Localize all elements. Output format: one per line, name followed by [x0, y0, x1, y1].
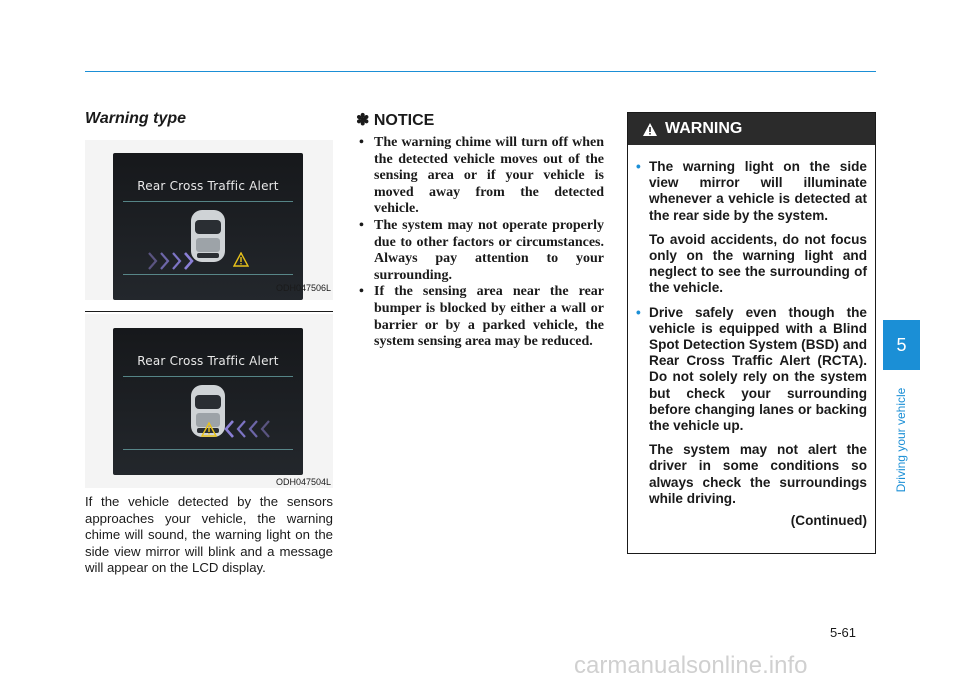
- chapter-title: Driving your vehicle: [894, 387, 908, 493]
- figure-code: ODH047506L: [275, 283, 331, 293]
- section-title: Warning type: [85, 110, 187, 127]
- lcd-screen-left: [113, 153, 303, 300]
- bullet-dot-icon: •: [636, 159, 641, 174]
- figure-left: [85, 140, 333, 300]
- warning-header: [628, 113, 875, 145]
- screen-rule: [123, 201, 293, 202]
- notice-item: • The warning chime will turn off when the detected vehicle moves out of the sensing area or if your vehicle is moved away from the detected vehicle.: [359, 135, 604, 217]
- screen-title: Rear Cross Traffic Alert: [137, 354, 279, 368]
- figure-code: ODH047504L: [275, 477, 331, 487]
- warning-item: • The warning light on the side view mirror will illuminate whenever a vehicle is detected at the rear side by the system. To avoid accidents, do not focus only on the warning light and neglect to see the surrounding of the vehicle.: [636, 159, 867, 296]
- page-number: 5-61: [830, 625, 857, 640]
- warning-triangle-icon: [642, 122, 658, 137]
- notice-list: [356, 135, 604, 351]
- chapter-tab: 5: [883, 320, 920, 370]
- continued-note: (Continued): [790, 513, 867, 529]
- screen-rule: [123, 449, 293, 450]
- warning-triangle-icon: [233, 252, 249, 267]
- screen-rule: [123, 274, 293, 275]
- figure-right: [85, 314, 333, 488]
- figure-divider: [85, 311, 333, 312]
- top-rule: [85, 71, 876, 72]
- screen-title: Rear Cross Traffic Alert: [137, 179, 279, 193]
- screen-rule: [123, 376, 293, 377]
- lcd-screen-right: [113, 328, 303, 475]
- notice-item: • If the sensing area near the rear bumper is blocked by either a wall or barrier or by a parked vehicle, the system sensing area may be reduced.: [359, 284, 604, 350]
- notice-item: • The system may not operate properly due to other factors or circumstances. Always pay attention to your surrounding.: [359, 217, 604, 283]
- warning-heading: WARNING: [665, 120, 743, 137]
- warning-triangle-icon: [201, 422, 217, 437]
- warning-box: [627, 112, 876, 554]
- chevron-icon: [147, 250, 207, 272]
- notice-heading: ✽ NOTICE: [356, 112, 435, 129]
- body-paragraph: If the vehicle detected by the sensors approaches your vehicle, the warning chime will sound, the warning light on the side view mirror will blink and a message will appear on the LCD display.: [85, 494, 333, 575]
- watermark: carmanualsonline.info: [574, 652, 808, 679]
- warning-item: • Drive safely even though the vehicle is equipped with a Blind Spot Detection System (BSD) and Rear Cross Traffic Alert (RCTA). Do not solely rely on the system but check your surrounding before changing lanes or backing the vehicle up. The system may not alert the driver in some conditions so always check the surroundings while driving.: [636, 304, 867, 506]
- bullet-dot-icon: •: [636, 304, 641, 320]
- chevron-icon: [223, 418, 283, 440]
- warning-body: [628, 145, 875, 529]
